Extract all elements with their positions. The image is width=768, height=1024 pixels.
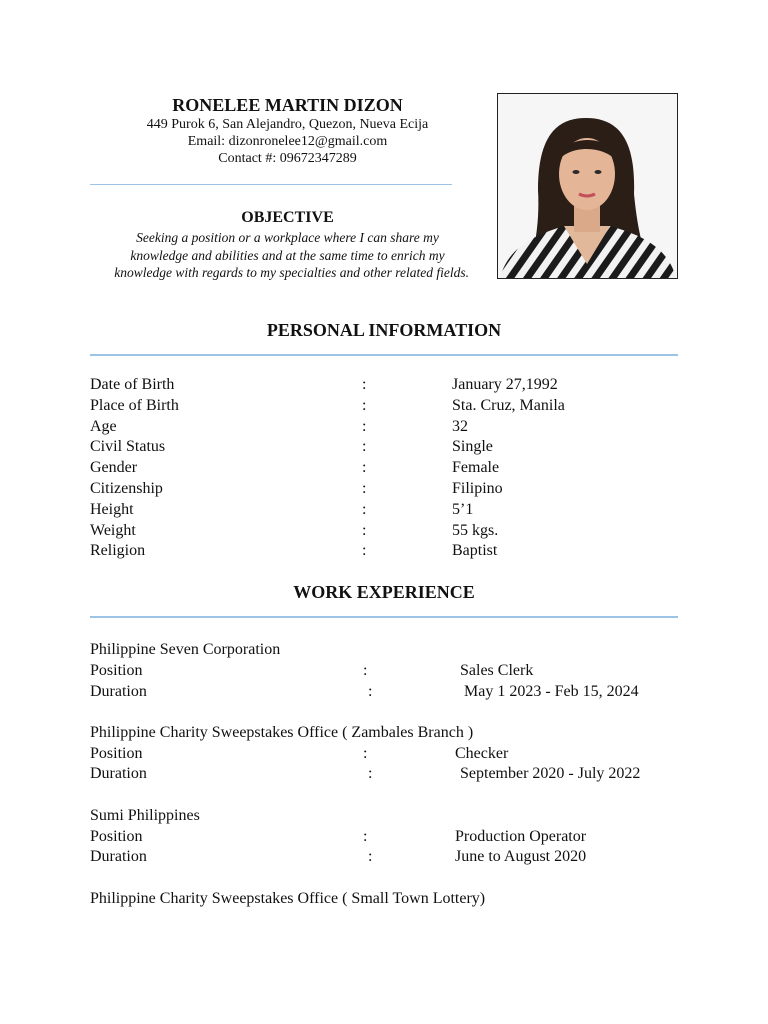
info-label: Place of Birth [90,396,179,414]
duration-separator: : [368,682,373,700]
info-separator: : [362,376,367,393]
job-duration [90,847,690,868]
company-name: Philippine Charity Sweepstakes Office ( Zambales Branch ) [90,723,474,741]
job-position [90,827,690,848]
company-name: Philippine Charity Sweepstakes Office ( Small Town Lottery) [90,889,486,907]
duration-label: Duration [90,765,147,783]
duration-value: May 1 2023 - Feb 15, 2024 [464,682,639,700]
info-separator: : [362,500,367,518]
info-value: 55 kgs. [452,521,499,539]
info-label: Citizenship [90,479,163,497]
info-label: Religion [90,542,146,560]
info-label: Gender [90,459,138,477]
info-separator: : [362,542,367,560]
info-label: Age [90,417,117,435]
position-value: Production Operator [455,827,587,845]
info-row-gender [90,458,690,479]
job-position [90,661,690,682]
applicant-photo [497,93,678,279]
duration-label: Duration [90,848,147,866]
info-row-date-of-birth [90,375,690,396]
position-separator: : [363,661,368,679]
duration-value: June to August 2020 [455,848,587,866]
job-position [90,744,690,765]
applicant-name: RONELEE MARTIN DIZON [172,95,403,115]
job-entry [90,889,690,910]
position-label: Position [90,661,143,679]
work-experience-divider [90,616,678,618]
position-separator: : [363,744,368,762]
duration-separator: : [368,765,373,783]
company-name: Philippine Seven Corporation [90,641,281,658]
info-label: Civil Status [90,438,166,456]
info-label: Height [90,500,134,518]
info-value: 32 [452,417,468,435]
info-value: Female [452,459,500,477]
job-company [90,723,690,744]
job-duration [90,764,690,785]
info-separator: : [362,417,367,435]
info-row-religion [90,541,690,562]
job-company [90,640,690,661]
job-company [90,889,690,910]
info-value: 5’1 [452,500,474,518]
position-separator: : [363,827,368,845]
work-experience-list [90,640,690,930]
personal-information-list [90,375,690,562]
info-value: Single [452,438,493,456]
job-duration [90,682,690,703]
work-experience-title: WORK EXPERIENCE [293,582,475,602]
duration-label: Duration [90,682,147,700]
info-separator: : [362,438,367,456]
duration-separator: : [368,848,373,866]
company-name: Sumi Philippines [90,806,200,824]
info-row-age [90,417,690,438]
info-separator: : [362,521,367,539]
objective-text: Seeking a position or a workplace where I can share my knowledge and abilities and at the same time to enrich my knowledge with regards to my specialties and other related fields. [114,230,469,280]
job-company [90,806,690,827]
info-row-weight [90,521,690,542]
info-value: Sta. Cruz, Manila [452,396,565,414]
info-value: January 27,1992 [452,376,558,393]
personal-information-title: PERSONAL INFORMATION [266,320,502,340]
info-separator: : [362,479,367,497]
header-divider [90,184,452,185]
info-value: Baptist [452,542,498,560]
job-entry [90,806,690,868]
personal-information-divider [90,354,678,356]
job-entry [90,640,690,702]
contact-number: Contact #: 09672347289 [218,151,357,166]
position-value: Checker [455,744,509,762]
position-value: Sales Clerk [460,661,534,679]
info-row-civil-status [90,437,690,458]
info-row-citizenship [90,479,690,500]
address: 449 Purok 6, San Alejandro, Quezon, Nueva Ecija [146,117,429,132]
info-label: Date of Birth [90,376,175,393]
info-separator: : [362,396,367,414]
info-label: Weight [90,521,136,539]
resume-header [90,94,485,167]
info-value: Filipino [452,479,503,497]
duration-value: September 2020 - July 2022 [460,765,641,783]
info-row-place-of-birth [90,396,690,417]
info-row-height [90,500,690,521]
objective-title: OBJECTIVE [241,209,334,226]
job-entry [90,723,690,785]
email: Email: dizonronelee12@gmail.com [187,134,388,149]
position-label: Position [90,744,143,762]
position-label: Position [90,827,143,845]
info-separator: : [362,459,367,477]
